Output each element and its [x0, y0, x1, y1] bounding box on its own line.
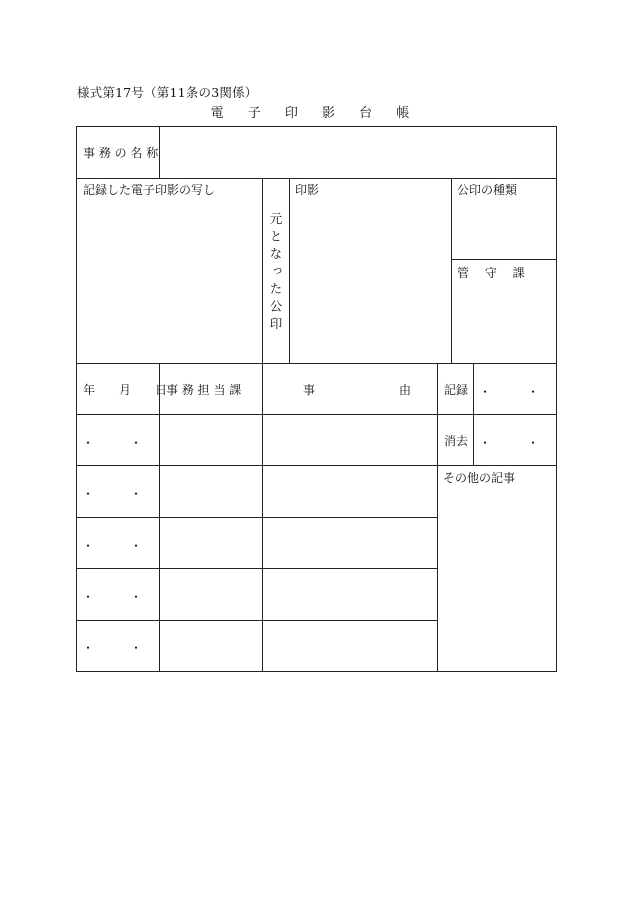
erase-date: ・ ・: [478, 436, 551, 450]
row-date-3: ・ ・: [81, 539, 154, 553]
row-date-2: ・ ・: [81, 487, 154, 501]
erase-label: 消去: [444, 434, 469, 448]
seal-impression-label: 印影: [295, 183, 320, 197]
date-column-header: 年 月 日: [83, 383, 168, 397]
custodian-label: 管 守 課: [457, 266, 531, 280]
row-date-1: ・ ・: [81, 436, 154, 450]
record-date: ・ ・: [478, 385, 551, 399]
page-title: 電 子 印 影 台 帳: [210, 106, 420, 121]
department-column-header: 事 務 担 当 課: [166, 383, 242, 397]
original-seal-label: 元となった公印: [268, 212, 283, 335]
row-date-5: ・ ・: [81, 641, 154, 655]
recorded-copy-label: 記録した電子印影の写し: [83, 183, 216, 197]
office-name-label: 事 務 の 名 称: [83, 146, 159, 160]
other-notes-label: その他の記事: [443, 471, 516, 485]
reason-column-header: 事 由: [303, 383, 412, 397]
seal-type-label: 公印の種類: [457, 183, 518, 197]
form-number: 様式第17号（第11条の3関係）: [77, 85, 258, 100]
row-date-4: ・ ・: [81, 590, 154, 604]
record-label: 記録: [444, 383, 469, 397]
